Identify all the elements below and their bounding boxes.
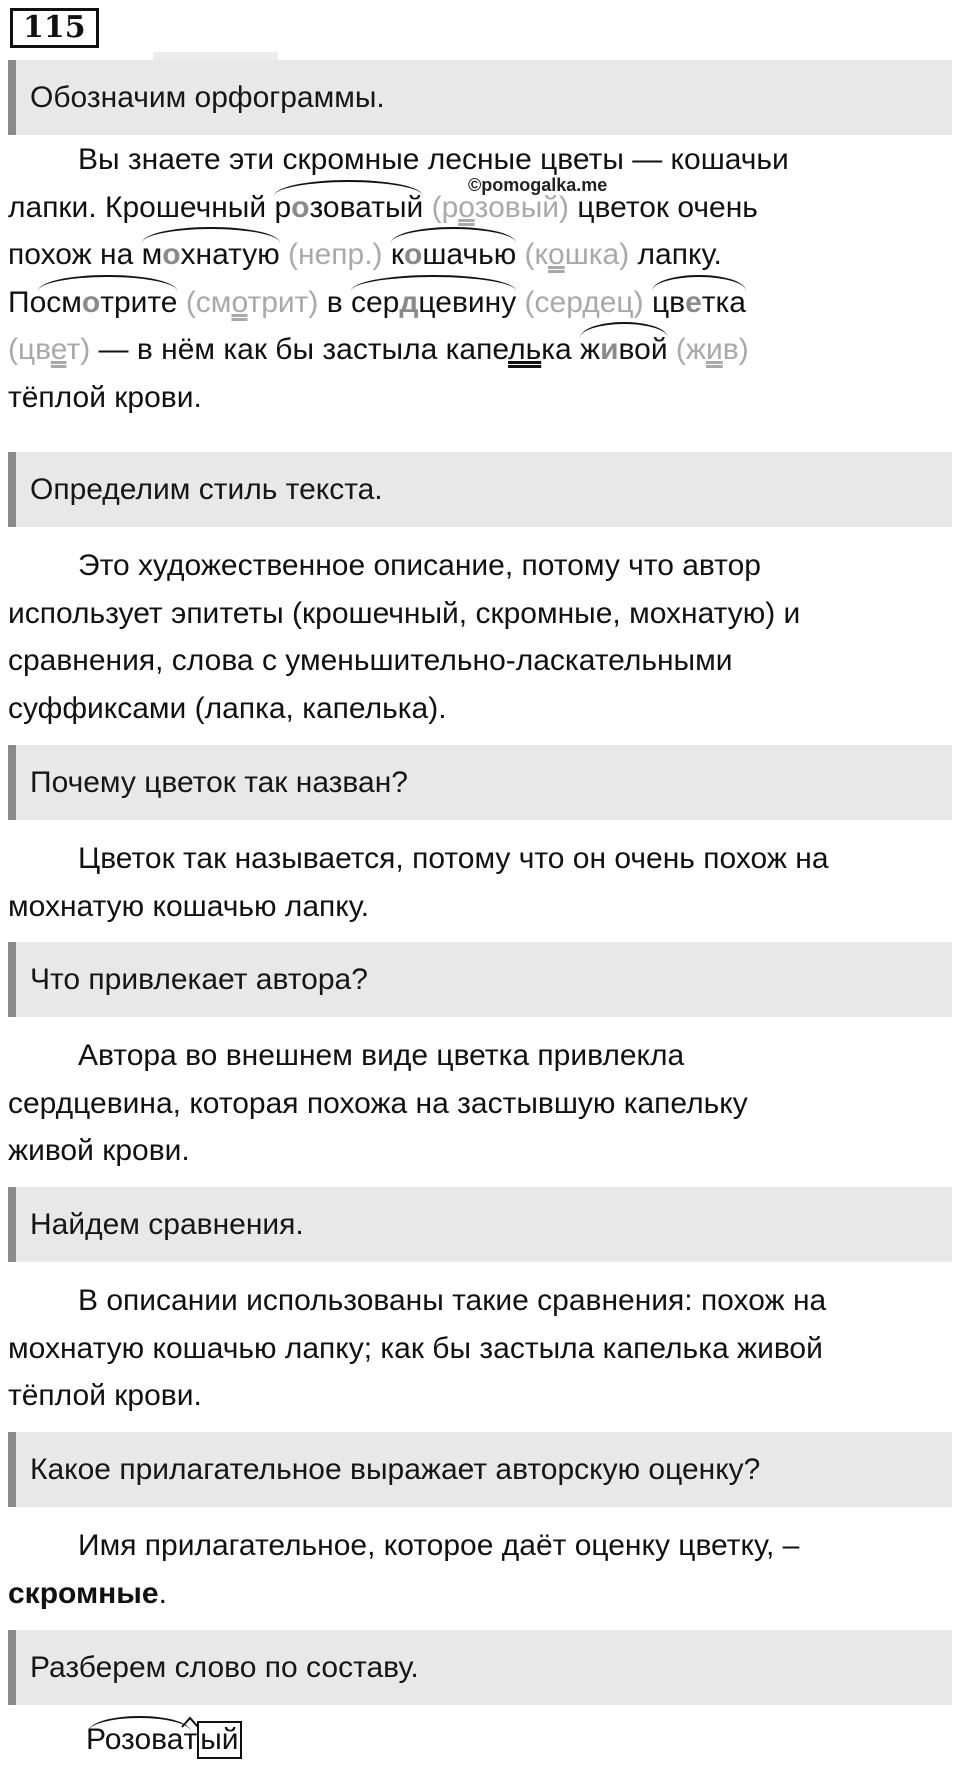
- answer-style: Это художественное описание, потому что автор использует эпитеты (крошечный, скромные, мохнатую) и сравнения, слова с уменьшительно-ласкательными суффиксами (лапка, капелька).: [8, 549, 801, 725]
- word-mohnatuyu: мохнатую: [142, 231, 280, 279]
- orthography-paragraph: [8, 136, 952, 421]
- word-rozovatyi: розоватый: [274, 184, 423, 232]
- question-bar-adjective: [8, 1432, 952, 1507]
- watermark: ©pomogalka.me: [468, 174, 608, 195]
- check-word: (жив): [667, 333, 749, 366]
- answer-bold-word: скромные: [8, 1576, 159, 1610]
- paragraph-line: Вы знаете эти скромные лесные цветы — кошачьи: [78, 143, 789, 176]
- answer-author: Автора во внешнем виде цветка привлекла сердцевина, которая похожа на застывшую капельку живой крови.: [8, 1039, 748, 1167]
- word-cvetka: цветка: [652, 279, 746, 327]
- question-text: Обозначим орфограммы.: [30, 80, 385, 114]
- question-text: Какое прилагательное выражает авторскую оценку?: [30, 1452, 761, 1486]
- root-morpheme: Розова: [86, 1720, 183, 1760]
- paragraph-line: (цвет) — в нём как бы застыла капелька живой (жив): [8, 326, 952, 374]
- word-zhivoi: живой: [580, 326, 668, 374]
- paragraph-line: ©pomogalka.me лапки. Крошечный розоватый (розовый) цветок очень: [8, 184, 952, 232]
- word-serdcevinu: сердцевину: [351, 279, 516, 327]
- question-text: Определим стиль текста.: [30, 472, 383, 506]
- word-posmotrite: отрите: [38, 279, 178, 327]
- question-bar-orthography: [8, 60, 952, 135]
- answer-name: Цветок так называется, потому что он очень похож на мохнатую кошачью лапку.: [8, 842, 829, 923]
- question-text: Разберем слово по составу.: [30, 1650, 419, 1684]
- suffix-morpheme: т: [183, 1720, 197, 1760]
- question-bar-author: [8, 942, 952, 1017]
- answer-adjective: Имя прилагательное, которое даёт оценку цветку, – скромные.: [8, 1529, 800, 1610]
- question-bar-name: [8, 745, 952, 820]
- question-bar-morphology: [8, 1630, 952, 1705]
- question-text: Почему цветок так назван?: [30, 765, 408, 799]
- ending-morpheme: ый: [197, 1721, 241, 1759]
- check-word: (смотрит): [177, 285, 319, 319]
- paragraph-line: Посмотрите (смотрит) в сердцевину (сердец) цветка: [8, 279, 952, 327]
- check-word: (кошка): [516, 238, 630, 271]
- paragraph-line: тёплой крови.: [8, 380, 202, 414]
- question-text: Что привлекает автора?: [30, 962, 368, 996]
- answer-comparisons: В описании использованы такие сравнения: похож на мохнатую кошачью лапку; как бы застыла капелька живой тёплой крови.: [8, 1284, 827, 1412]
- question-bar-comparisons: [8, 1187, 952, 1262]
- check-word: (цвет): [8, 333, 91, 366]
- check-word: (сердец): [516, 285, 652, 319]
- morpheme-diagram: [86, 1720, 242, 1762]
- question-text: Найдем сравнения.: [30, 1207, 304, 1241]
- question-bar-style: [8, 452, 952, 527]
- task-number: 115: [10, 8, 99, 48]
- paragraph-line: похож на мохнатую (непр.) кошачью (кошка) лапку.: [8, 231, 952, 279]
- word-koshachyu: кошачью: [391, 231, 516, 279]
- check-word: (розовый): [431, 190, 570, 224]
